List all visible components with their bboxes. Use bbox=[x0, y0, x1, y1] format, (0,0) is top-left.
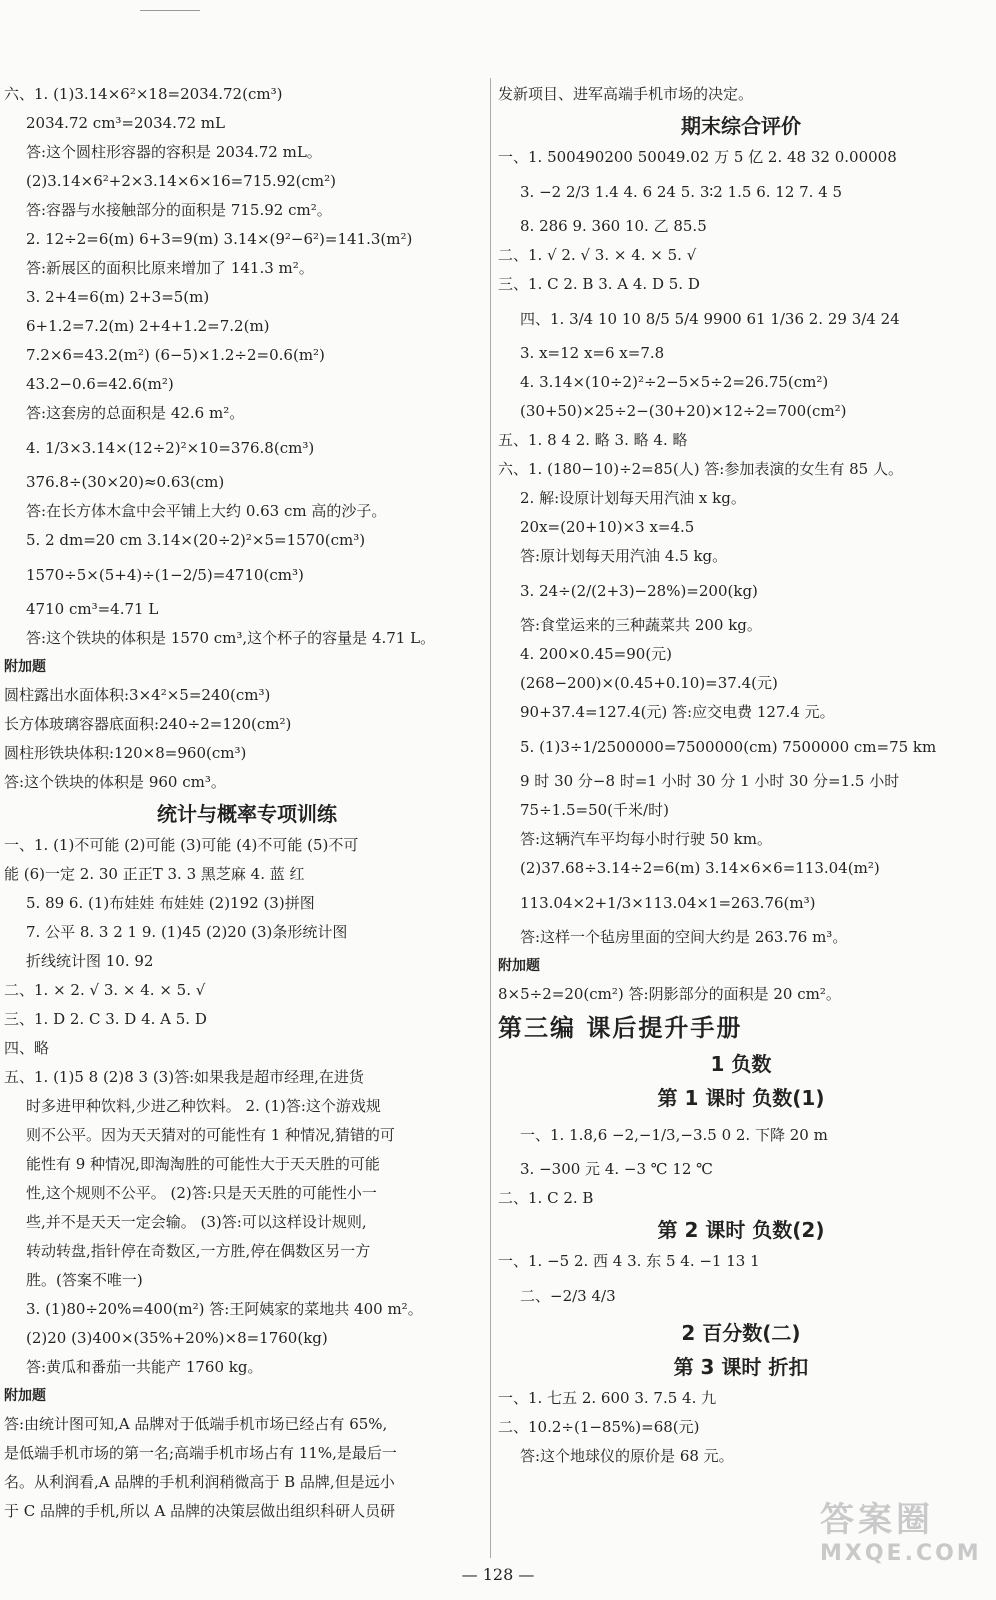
answer-line: 二、1. √ 2. √ 3. × 4. × 5. √ bbox=[498, 246, 697, 264]
answer-line: 20x=(20+10)×3 x=4.5 bbox=[520, 518, 695, 536]
answer-line: 3. 2+4=6(m) 2+3=5(m) bbox=[26, 288, 210, 306]
answer-line: 五、1. 8 4 2. 略 3. 略 4. 略 bbox=[498, 431, 688, 449]
answer-line: 名。从利润看,A 品牌的手机利润稍微高于 B 品牌,但是远小 bbox=[4, 1473, 395, 1491]
right-column bbox=[498, 80, 984, 1471]
answer-line: 四、1. 3/4 10 10 8/5 5/4 9900 61 1/36 2. 29 3/4 24 bbox=[520, 310, 900, 328]
answer-line: 答:容器与水接触部分的面积是 715.92 cm²。 bbox=[26, 201, 332, 219]
answer-line: 圆柱露出水面体积:3×4²×5=240(cm³) bbox=[4, 686, 271, 704]
answer-line: 5. 2 dm=20 cm 3.14×(20÷2)²×5=1570(cm³) bbox=[26, 531, 366, 549]
section-heading: 统计与概率专项训练 bbox=[157, 802, 337, 826]
answer-line: 3. −300 元 4. −3 ℃ 12 ℃ bbox=[520, 1160, 713, 1178]
answer-line: 4. 3.14×(10÷2)²÷2−5×5÷2=26.75(cm²) bbox=[520, 373, 829, 391]
answer-line: 3. x=12 x=6 x=7.8 bbox=[520, 344, 665, 362]
answer-line: 答:在长方体木盒中会平铺上大约 0.63 cm 高的沙子。 bbox=[26, 502, 387, 520]
answer-line: 二、−2/3 4/3 bbox=[520, 1287, 616, 1305]
answer-line: 3. 24÷(2/(2+3)−28%)=200(kg) bbox=[520, 582, 758, 600]
top-rule bbox=[140, 10, 200, 11]
answer-line: 4710 cm³=4.71 L bbox=[26, 600, 159, 618]
answer-line: (2)3.14×6²+2×3.14×6×16=715.92(cm²) bbox=[26, 172, 337, 190]
answer-line: 性,这个规则不公平。 (2)答:只是天天胜的可能性小一 bbox=[26, 1184, 377, 1202]
answer-line: 答:这套房的总面积是 42.6 m²。 bbox=[26, 404, 245, 422]
section-heading: 2 百分数(二) bbox=[681, 1321, 801, 1345]
answer-line: 六、1. (180−10)÷2=85(人) 答:参加表演的女生有 85 人。 bbox=[498, 460, 903, 478]
answer-line: 答:这个圆柱形容器的容积是 2034.72 mL。 bbox=[26, 143, 322, 161]
answer-line: 2. 解:设原计划每天用汽油 x kg。 bbox=[520, 489, 746, 507]
answer-line: 能性有 9 种情况,即淘淘胜的可能性大于天天胜的可能 bbox=[26, 1155, 380, 1173]
answer-line: 二、10.2÷(1−85%)=68(元) bbox=[498, 1418, 700, 1436]
answer-line: 5. (1)3÷1/2500000=7500000(cm) 7500000 cm=75 km bbox=[520, 738, 937, 756]
answer-line: 二、1. C 2. B bbox=[498, 1189, 594, 1207]
answer-line: 能 (6)一定 2. 30 正正T 3. 3 黑芝麻 4. 蓝 红 bbox=[4, 865, 305, 883]
section-heading: 第 1 课时 负数(1) bbox=[657, 1086, 825, 1110]
answer-line: 答:这辆汽车平均每小时行驶 50 km。 bbox=[520, 830, 772, 848]
answer-line: 三、1. D 2. C 3. D 4. A 5. D bbox=[4, 1010, 207, 1028]
answer-line: 一、1. 七五 2. 600 3. 7.5 4. 九 bbox=[498, 1389, 717, 1407]
answer-line: 7.2×6=43.2(m²) (6−5)×1.2÷2=0.6(m²) bbox=[26, 346, 325, 364]
answer-line: 答:由统计图可知,A 品牌对于低端手机市场已经占有 65%, bbox=[4, 1415, 388, 1433]
answer-line: 转动转盘,指针停在奇数区,一方胜,停在偶数区另一方 bbox=[26, 1242, 371, 1260]
page-number: — 128 — bbox=[461, 1565, 535, 1584]
answer-line: 2. 12÷2=6(m) 6+3=9(m) 3.14×(9²−6²)=141.3(m²) bbox=[26, 230, 413, 248]
answer-line: 8×5÷2=20(cm²) 答:阴影部分的面积是 20 cm²。 bbox=[498, 985, 841, 1003]
section-heading: 第三编 课后提升手册 bbox=[498, 1014, 743, 1042]
answer-line: (268−200)×(0.45+0.10)=37.4(元) bbox=[520, 674, 778, 692]
answer-line: 一、1. −5 2. 西 4 3. 东 5 4. −1 13 1 bbox=[498, 1252, 760, 1270]
answer-line: 答:黄瓜和番茄一共能产 1760 kg。 bbox=[26, 1358, 263, 1376]
answer-line: 一、1. (1)不可能 (2)可能 (3)可能 (4)不可能 (5)不可 bbox=[4, 836, 359, 854]
answer-line: 6+1.2=7.2(m) 2+4+1.2=7.2(m) bbox=[26, 317, 270, 335]
answer-line: 2034.72 cm³=2034.72 mL bbox=[26, 114, 225, 132]
answer-line: 4. 1/3×3.14×(12÷2)²×10=376.8(cm³) bbox=[26, 439, 315, 457]
answer-line: 二、1. × 2. √ 3. × 4. × 5. √ bbox=[4, 981, 206, 999]
answer-line: 折线统计图 10. 92 bbox=[26, 952, 154, 970]
watermark-logo bbox=[820, 1500, 990, 1595]
answer-line: 五、1. (1)5 8 (2)8 3 (3)答:如果我是超市经理,在进货 bbox=[4, 1068, 364, 1086]
answer-line: 75÷1.5=50(千米/时) bbox=[520, 801, 669, 819]
answer-line: 5. 89 6. (1)布娃娃 布娃娃 (2)192 (3)拼图 bbox=[26, 894, 315, 912]
answer-line: 答:这个铁块的体积是 1570 cm³,这个杯子的容量是 4.71 L。 bbox=[26, 629, 436, 647]
section-heading: 第 3 课时 折扣 bbox=[673, 1355, 809, 1379]
answer-line: 7. 公平 8. 3 2 1 9. (1)45 (2)20 (3)条形统计图 bbox=[26, 923, 348, 941]
answer-line: 答:这个地球仪的原价是 68 元。 bbox=[520, 1447, 734, 1465]
answer-line: 113.04×2+1/3×113.04×1=263.76(m³) bbox=[520, 894, 816, 912]
answer-line: 答:新展区的面积比原来增加了 141.3 m²。 bbox=[26, 259, 314, 277]
answer-line: (2)37.68÷3.14÷2=6(m) 3.14×6×6=113.04(m²) bbox=[520, 859, 880, 877]
answer-line: 8. 286 9. 360 10. 乙 85.5 bbox=[520, 217, 707, 235]
answer-line: 3. (1)80÷20%=400(m²) 答:王阿姨家的菜地共 400 m²。 bbox=[26, 1300, 423, 1318]
answer-line: 376.8÷(30×20)≈0.63(cm) bbox=[26, 473, 225, 491]
watermark-text: 答案圈 bbox=[820, 1500, 934, 1540]
answer-line: 时多进甲种饮料,少进乙种饮料。 2. (1)答:这个游戏规 bbox=[26, 1097, 381, 1115]
answer-line: 答:这个铁块的体积是 960 cm³。 bbox=[4, 773, 226, 791]
answer-line: 答:食堂运来的三种蔬菜共 200 kg。 bbox=[520, 616, 762, 634]
section-heading: 期末综合评价 bbox=[681, 114, 801, 138]
column-divider bbox=[490, 78, 491, 1558]
answer-line: 一、1. 500490200 50049.02 万 5 亿 2. 48 32 0.00008 bbox=[498, 148, 897, 166]
section-heading: 1 负数 bbox=[710, 1052, 772, 1076]
answer-line: 胜。(答案不唯一) bbox=[26, 1271, 143, 1289]
answer-line: 9 时 30 分−8 时=1 小时 30 分 1 小时 30 分=1.5 小时 bbox=[520, 772, 900, 790]
section-heading: 第 2 课时 负数(2) bbox=[657, 1218, 825, 1242]
answer-line: 三、1. C 2. B 3. A 4. D 5. D bbox=[498, 275, 700, 293]
answer-line: 答:原计划每天用汽油 4.5 kg。 bbox=[520, 547, 728, 565]
left-column bbox=[4, 80, 490, 1526]
answer-line: 于 C 品牌的手机,所以 A 品牌的决策层做出组织科研人员研 bbox=[4, 1502, 396, 1520]
answer-line: (30+50)×25÷2−(30+20)×12÷2=700(cm²) bbox=[520, 402, 847, 420]
subsection-heading: 附加题 bbox=[498, 958, 540, 974]
watermark-url: MXQE.COM bbox=[820, 1541, 982, 1566]
answer-line: 长方体玻璃容器底面积:240÷2=120(cm²) bbox=[4, 715, 292, 733]
answer-line: 答:这样一个毡房里面的空间大约是 263.76 m³。 bbox=[520, 928, 848, 946]
answer-line: 90+37.4=127.4(元) 答:应交电费 127.4 元。 bbox=[520, 703, 835, 721]
answer-line: 43.2−0.6=42.6(m²) bbox=[26, 375, 174, 393]
answer-line: 则不公平。因为天天猜对的可能性有 1 种情况,猜错的可 bbox=[26, 1126, 395, 1144]
subsection-heading: 附加题 bbox=[4, 1388, 46, 1404]
answer-line: 一、1. 1.8,6 −2,−1/3,−3.5 0 2. 下降 20 m bbox=[520, 1126, 828, 1144]
answer-line: 四、略 bbox=[4, 1039, 50, 1057]
answer-line: 是低端手机市场的第一名;高端手机市场占有 11%,是最后一 bbox=[4, 1444, 397, 1462]
answer-line: 发新项目、进军高端手机市场的决定。 bbox=[498, 85, 754, 103]
answer-line: (2)20 (3)400×(35%+20%)×8=1760(kg) bbox=[26, 1329, 328, 1347]
answer-line: 3. −2 2/3 1.4 4. 6 24 5. 3∶2 1.5 6. 12 7. 4 5 bbox=[520, 183, 843, 201]
answer-line: 1570÷5×(5+4)÷(1−2/5)=4710(cm³) bbox=[26, 566, 304, 584]
answer-line: 些,并不是天天一定会输。 (3)答:可以这样设计规则, bbox=[26, 1213, 367, 1231]
answer-line: 4. 200×0.45=90(元) bbox=[520, 645, 673, 663]
answer-line: 六、1. (1)3.14×6²×18=2034.72(cm³) bbox=[4, 85, 283, 103]
answer-line: 圆柱形铁块体积:120×8=960(cm³) bbox=[4, 744, 247, 762]
subsection-heading: 附加题 bbox=[4, 659, 46, 675]
